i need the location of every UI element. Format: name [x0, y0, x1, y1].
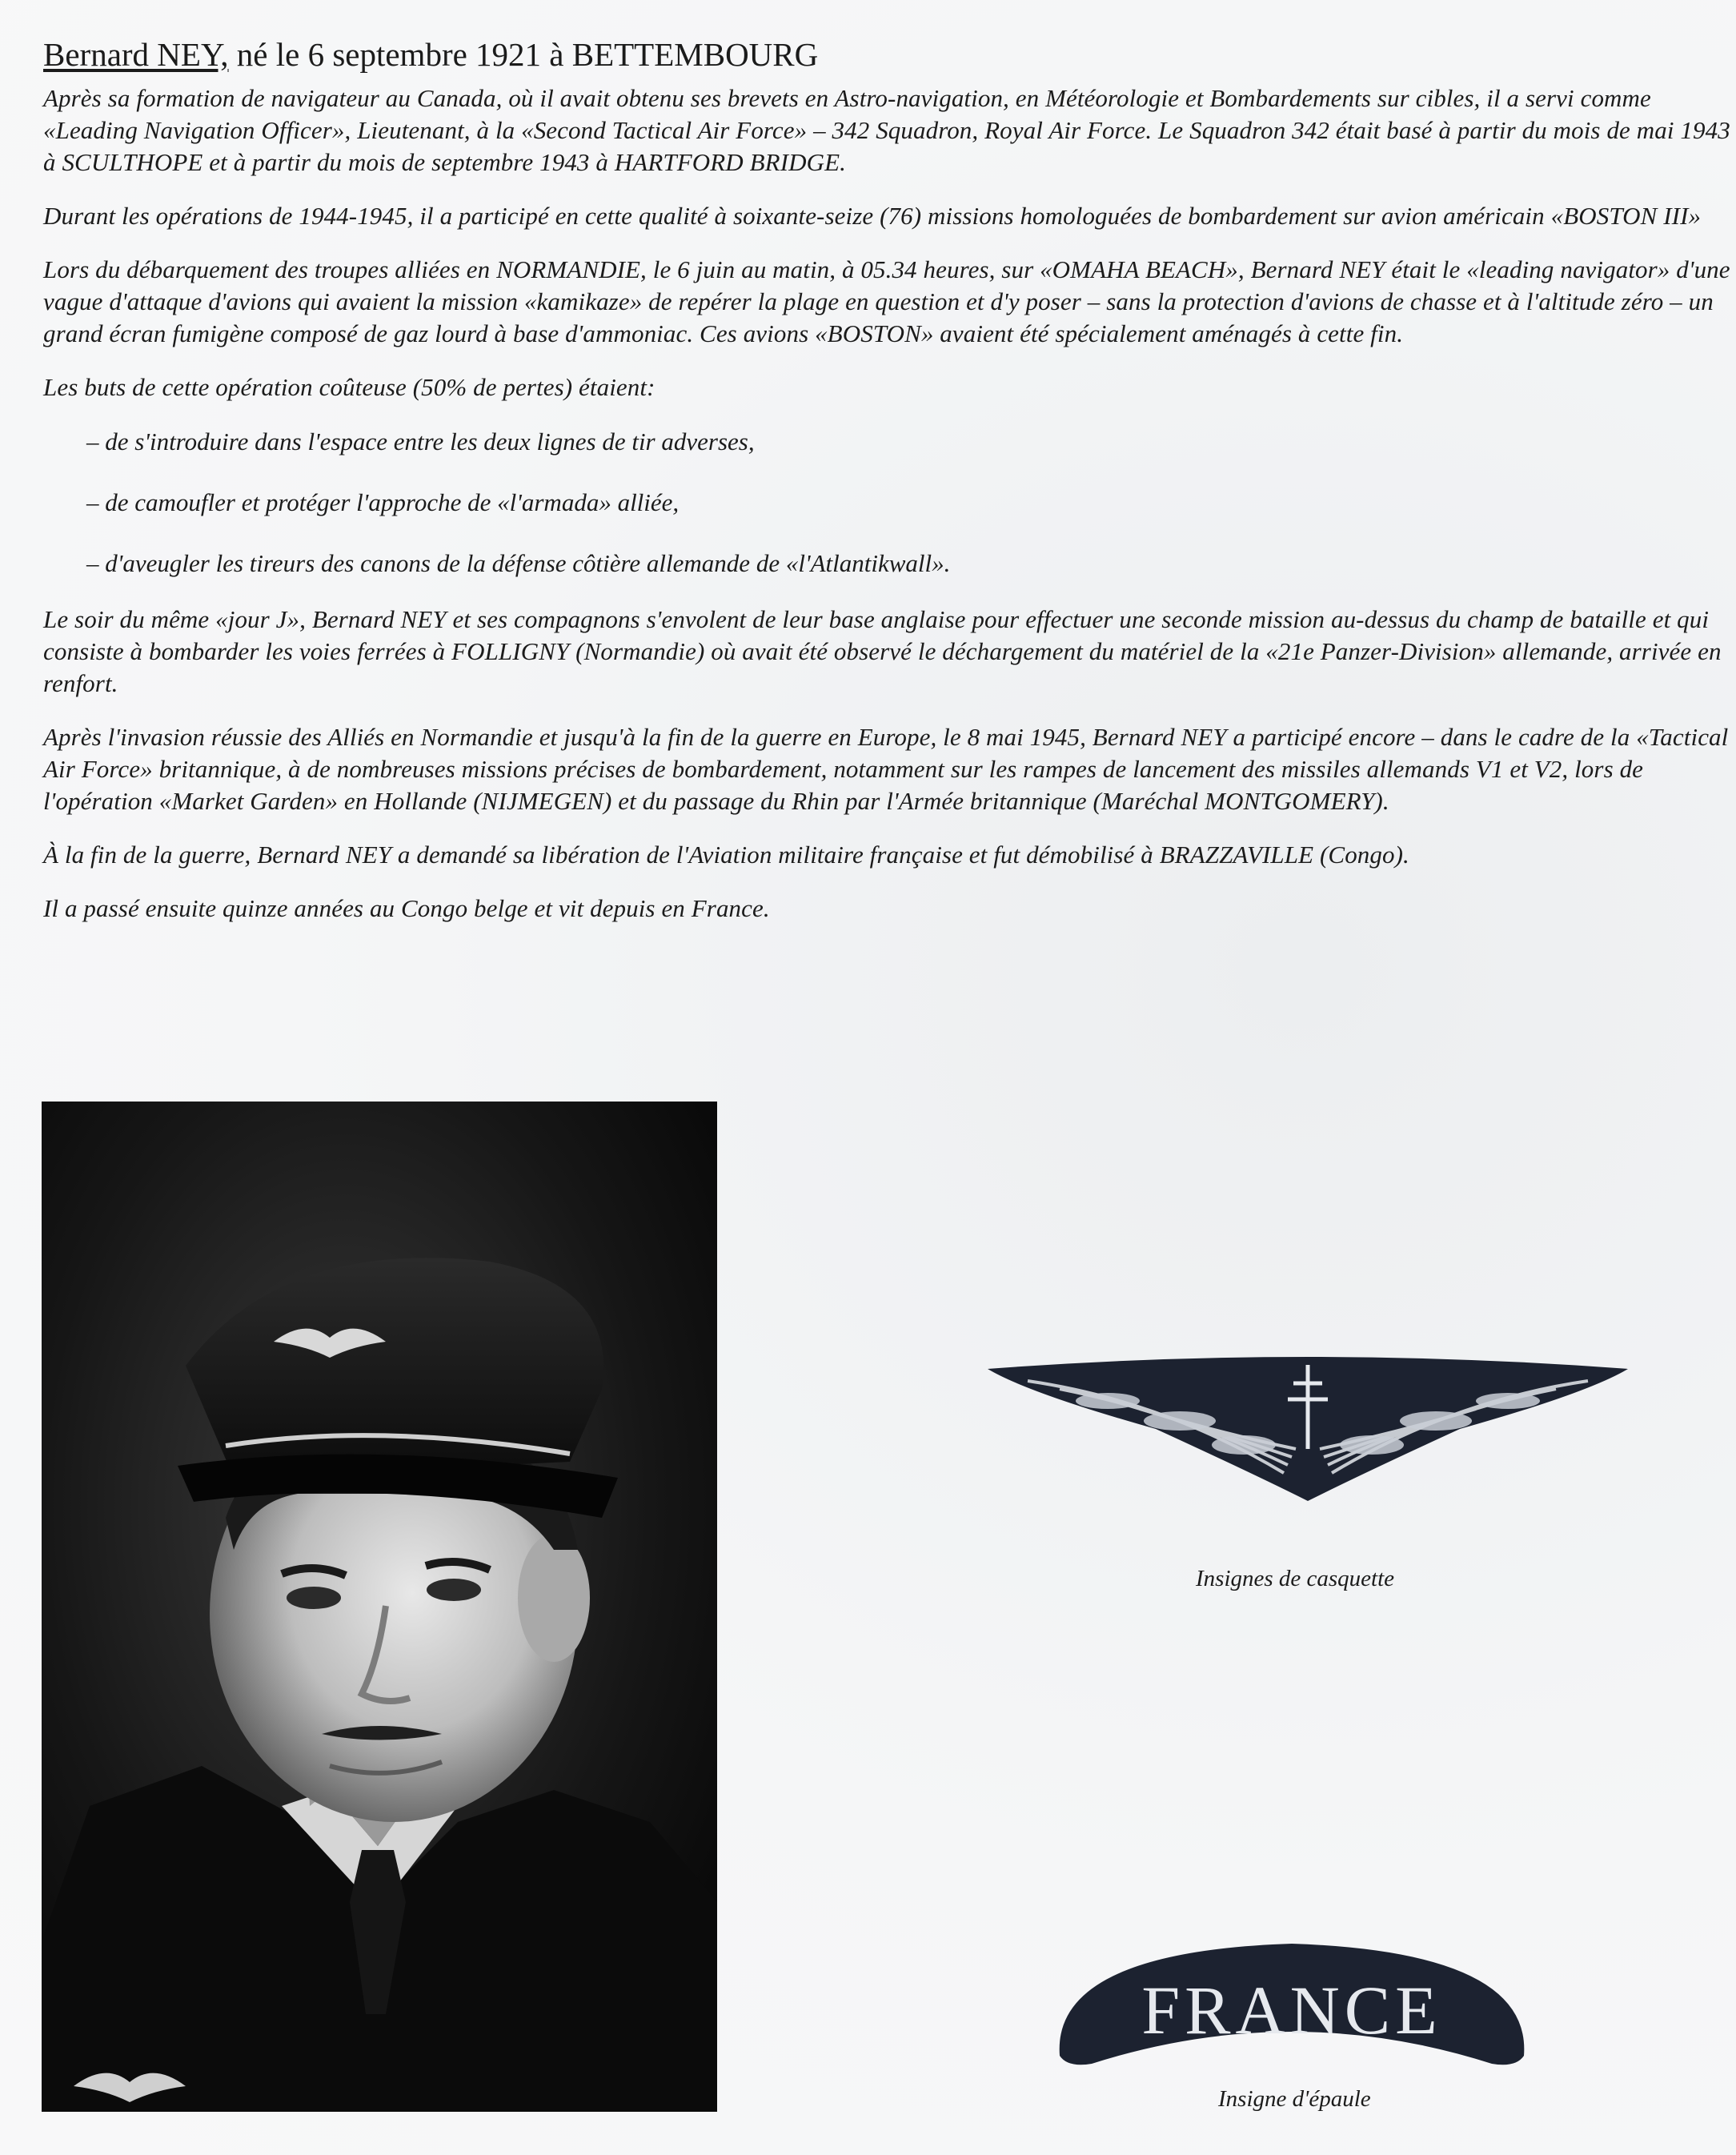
- page-title: [43, 35, 1732, 74]
- paragraph-goals: Les buts de cette opération coûteuse (50% de pertes) étaient:: [43, 373, 656, 402]
- goal-item-1: – de s'introduire dans l'espace entre les deux lignes de tir adverses,: [86, 427, 755, 456]
- goal-item-3: – d'aveugler les tireurs des canons de la défense côtière allemande de «l'Atlantikwall».: [86, 549, 951, 578]
- cap-insignia-caption: Insignes de casquette: [1196, 1566, 1395, 1591]
- biography-text: [43, 35, 1732, 946]
- shoulder-insignia-text: FRANCE: [1141, 1972, 1442, 2049]
- paragraph-d-day-evening: Le soir du même «jour J», Bernard NEY et ses compagnons s'envolent de leur base anglaise pour effectuer une seconde mission au-dessus du champ de bataille et qui consiste à bombarder les voies ferrées à FOLLIGNY (Normandie) où avait été observé le déchargement du matériel de la «21e Panzer-Division» allemande, arrivée en renfort.: [43, 605, 1722, 698]
- paragraph-congo: Il a passé ensuite quinze années au Congo belge et vit depuis en France.: [43, 894, 770, 923]
- goal-item-2: – de camoufler et protéger l'approche de «l'armada» alliée,: [86, 488, 680, 517]
- paragraph-training: Après sa formation de navigateur au Canada, où il avait obtenu ses brevets en Astro-navigation, en Météorologie et Bombardements sur cibles, il a servi comme «Leading Navigation Officer», Lieutenant, à la «Second Tactical Air Force» – 342 Squadron, Royal Air Force. Le Squadron 342 était basé à partir du mois de mai 1943 à SCULTHOPE et à partir du mois de septembre 1943 à HARTFORD BRIDGE.: [43, 84, 1730, 177]
- title-name: Bernard NEY,: [43, 36, 229, 73]
- portrait-illustration: [42, 1102, 717, 2112]
- portrait-photo: [42, 1102, 717, 2112]
- shoulder-insignia-caption: Insigne d'épaule: [1218, 2086, 1371, 2112]
- paragraph-after-invasion: Après l'invasion réussie des Alliés en Normandie et jusqu'à la fin de la guerre en Europe, le 8 mai 1945, Bernard NEY a participé encore – dans le cadre de la «Tactical Air Force» britannique, à de nombreuses missions précises de bombardement, notamment sur les rampes de lancement des missiles allemands V1 et V2, lors de l'opération «Market Garden» en Hollande (NIJMEGEN) et du passage du Rhin par l'Armée britannique (Maréchal MONTGOMERY).: [43, 723, 1729, 816]
- shoulder-insignia-badge: [1044, 1936, 1540, 2072]
- paragraph-end-of-war: À la fin de la guerre, Bernard NEY a demandé sa libération de l'Aviation militaire française et fut démobilisé à BRAZZAVILLE (Congo).: [43, 841, 1409, 869]
- cap-insignia-badge: [980, 1353, 1636, 1505]
- paragraph-operations: Durant les opérations de 1944-1945, il a participé en cette qualité à soixante-seize (76) missions homologuées de bombardement sur avion américain «BOSTON III»: [43, 202, 1702, 231]
- title-rest: né le 6 septembre 1921 à BETTEMBOURG: [228, 36, 819, 73]
- paragraph-omaha: Lors du débarquement des troupes alliées en NORMANDIE, le 6 juin au matin, à 05.34 heures, sur «OMAHA BEACH», Bernard NEY était le «leading navigator» d'une vague d'attaque d'avions qui avaient la mission «kamikaze» de repérer la plage en question et d'y poser – sans la protection d'avions de chasse et à l'altitude zéro – un grand écran fumigène composé de gaz lourd à base d'ammoniac. Ces avions «BOSTON» avaient été spécialement aménagés à cette fin.: [43, 255, 1730, 348]
